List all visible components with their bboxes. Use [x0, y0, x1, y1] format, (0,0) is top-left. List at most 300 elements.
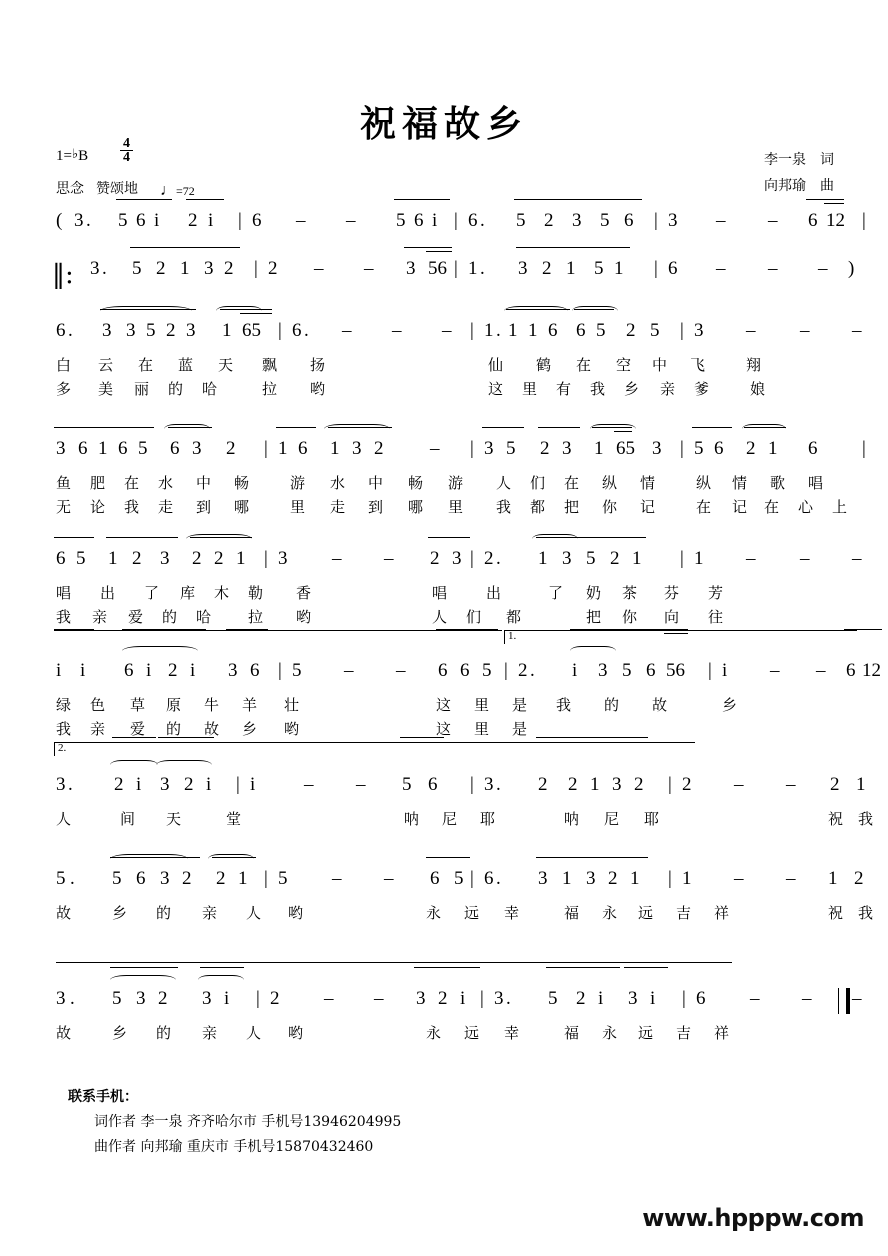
note: – [364, 258, 374, 279]
lyric-syllable: 我 [124, 498, 140, 516]
lyric-syllable: 壮 [284, 696, 300, 714]
note: 3 [160, 868, 170, 889]
lyric-syllable: 翔 [746, 356, 762, 374]
lyric-syllable: 故 [56, 1024, 72, 1042]
lyric-syllable: 哪 [234, 498, 250, 516]
lyric-syllable: 这 [488, 380, 504, 398]
note: | [264, 438, 268, 459]
note: | [278, 320, 282, 341]
note: | [480, 988, 484, 1009]
note: 2 [430, 548, 440, 569]
lyric-syllable: 我 [56, 608, 72, 626]
note: 5 [138, 438, 148, 459]
note: 3 [160, 774, 170, 795]
note: 5 [146, 320, 156, 341]
meter-bottom: 4 [123, 150, 130, 165]
lyric-syllable: 我 [858, 904, 874, 922]
lyric-syllable: 里 [474, 696, 490, 714]
note: 5 [112, 988, 122, 1009]
note: . [70, 988, 75, 1009]
note: i [572, 660, 578, 681]
lyric-syllable: 天 [166, 810, 182, 828]
note: | [668, 774, 672, 795]
note: | [264, 868, 268, 889]
lyric-syllable: 纵 [602, 474, 618, 492]
final-barline [838, 988, 850, 1014]
lyric-syllable: 呐 [564, 810, 580, 828]
note: 5 [516, 210, 526, 231]
lyric-syllable: 到 [196, 498, 212, 516]
note: . [496, 774, 501, 795]
lyric-syllable: 祝 [828, 810, 844, 828]
note: 1 [828, 868, 838, 889]
note: 3 [204, 258, 214, 279]
lyric-syllable: 人 [496, 474, 512, 492]
lyric-syllable: 我 [496, 498, 512, 516]
note: – [816, 660, 826, 681]
lyric-syllable: 是 [512, 696, 528, 714]
note: – [442, 320, 452, 341]
music-system-5 [56, 548, 862, 630]
note: – [342, 320, 352, 341]
lyric-syllable: 的 [166, 720, 182, 738]
note: 3 [126, 320, 136, 341]
note: 2 [538, 774, 548, 795]
lyric-syllable: 呐 [404, 810, 420, 828]
composer-role: 曲 [820, 179, 834, 194]
lyric-syllable: 是 [512, 720, 528, 738]
note: . [496, 868, 501, 889]
lyric-syllable: 乡 [722, 696, 738, 714]
lyric-row-2 [56, 606, 836, 630]
note: 5 [650, 320, 660, 341]
note: . [102, 258, 107, 279]
note: – [384, 548, 394, 569]
note: 5 [506, 438, 516, 459]
lyric-syllable: 香 [296, 584, 312, 602]
lyric-syllable: 亲 [660, 380, 676, 398]
lyric-syllable: 情 [732, 474, 748, 492]
note: . [480, 258, 485, 279]
lyric-syllable: 心 [798, 498, 814, 516]
lyric-row-1 [56, 1022, 836, 1046]
lyric-syllable: 扬 [310, 356, 326, 374]
note-row [56, 868, 864, 902]
tempo-marking: ♩=72 [160, 182, 195, 199]
meter-top: 4 [123, 136, 130, 151]
music-system-1 [56, 210, 866, 244]
mood-marking [56, 178, 138, 198]
note: 3 [278, 548, 288, 569]
tempo-value: =72 [176, 184, 195, 198]
note: 56 [428, 258, 447, 279]
key-signature [56, 146, 88, 165]
note: 3 [628, 988, 638, 1009]
lyric-syllable: 亲 [92, 608, 108, 626]
lyric-row-1 [56, 902, 874, 926]
note: | [680, 438, 684, 459]
note: 5 [600, 210, 610, 231]
note: – [802, 988, 812, 1009]
lyric-syllable: 尼 [604, 810, 620, 828]
note: . [86, 210, 91, 231]
note: 3 [572, 210, 582, 231]
note: | [470, 320, 474, 341]
note: 3 [56, 988, 66, 1009]
lyric-syllable: 肥 [90, 474, 106, 492]
lyric-syllable: 的 [156, 1024, 172, 1042]
lyric-syllable: 中 [196, 474, 212, 492]
lyric-syllable: 都 [530, 498, 546, 516]
note: i [598, 988, 604, 1009]
note: – [716, 210, 726, 231]
note: | [238, 210, 242, 231]
lyric-syllable: 们 [466, 608, 482, 626]
lyric-syllable: 都 [506, 608, 522, 626]
lyric-syllable: 记 [732, 498, 748, 516]
note: 3 [518, 258, 528, 279]
note: 5 [76, 548, 86, 569]
lyric-syllable: 远 [464, 1024, 480, 1042]
note: 3 [56, 774, 66, 795]
note: 3 [192, 438, 202, 459]
mood-2: 赞颂地 [96, 182, 138, 197]
note: i [206, 774, 212, 795]
note: 2 [374, 438, 384, 459]
note: 2 [608, 868, 618, 889]
note: | [264, 548, 268, 569]
note: 1 [238, 868, 248, 889]
lyric-syllable: 的 [604, 696, 620, 714]
note: 1 [538, 548, 548, 569]
lyric-syllable: 故 [652, 696, 668, 714]
note: 6 [430, 868, 440, 889]
lyric-syllable: 游 [290, 474, 306, 492]
lyric-syllable: 在 [138, 356, 154, 374]
lyric-syllable: 乡 [112, 904, 128, 922]
note: i [208, 210, 214, 231]
note: 2 [626, 320, 636, 341]
note: 3 [136, 988, 146, 1009]
note: 1 [768, 438, 778, 459]
lyricist-role: 词 [820, 153, 834, 168]
note: 5 [454, 868, 464, 889]
lyric-syllable: 远 [464, 904, 480, 922]
lyric-syllable: 鱼 [56, 474, 72, 492]
lyric-syllable: 飘 [262, 356, 278, 374]
lyric-syllable: 幸 [504, 904, 520, 922]
note: | [256, 988, 260, 1009]
lyric-syllable: 芳 [708, 584, 724, 602]
lyric-syllable: 勒 [248, 584, 264, 602]
lyric-syllable: 祝 [828, 904, 844, 922]
note: 1 [484, 320, 494, 341]
note: 1 [590, 774, 600, 795]
note: 2 [518, 660, 528, 681]
note: 6 [696, 988, 706, 1009]
note-row [56, 210, 866, 244]
note: – [374, 988, 384, 1009]
lyric-syllable: 祥 [714, 1024, 730, 1042]
music-system-7 [56, 742, 874, 832]
note: 3 [416, 988, 426, 1009]
lyric-syllable: 们 [530, 474, 546, 492]
note: 2 [184, 774, 194, 795]
music-system-3 [56, 320, 862, 402]
lyric-syllable: 水 [330, 474, 346, 492]
note: 5 [402, 774, 412, 795]
lyric-syllable: 亲 [202, 1024, 218, 1042]
note: 2 [268, 258, 278, 279]
first-ending-bracket [54, 630, 502, 644]
lyric-syllable: 哟 [296, 608, 312, 626]
note: – [392, 320, 402, 341]
note: 5 [118, 210, 128, 231]
note: 6 [298, 438, 308, 459]
note: 5 [594, 258, 604, 279]
lyric-syllable: 的 [156, 904, 172, 922]
note: – [324, 988, 334, 1009]
lyric-syllable: 娘 [750, 380, 766, 398]
watermark: www.hpppw.com [642, 1204, 864, 1232]
note: 2 [542, 258, 552, 279]
music-system-9 [56, 978, 862, 1046]
note: 3 [102, 320, 112, 341]
note: 12 [862, 660, 881, 681]
note: – [734, 868, 744, 889]
note: 3 [652, 438, 662, 459]
note: 3 [612, 774, 622, 795]
repeat-start-sign: ‖: [52, 260, 74, 290]
lyric-syllable: 人 [246, 1024, 262, 1042]
note: 3 [186, 320, 196, 341]
note: . [70, 868, 75, 889]
note: 2 [544, 210, 554, 231]
lyric-syllable: 的 [162, 608, 178, 626]
note: – [396, 660, 406, 681]
note: 1 [236, 548, 246, 569]
note: 5 [112, 868, 122, 889]
lyric-syllable: 这 [436, 720, 452, 738]
note: 6 [438, 660, 448, 681]
note: | [278, 660, 282, 681]
note: . [68, 320, 73, 341]
note: 2 [182, 868, 192, 889]
note: – [750, 988, 760, 1009]
note: . [496, 320, 501, 341]
footer-line-3: 曲作者 向邦瑜 重庆市 手机号15870432460 [94, 1139, 374, 1155]
note: 2 [854, 868, 864, 889]
lyric-syllable: 了 [548, 584, 564, 602]
lyric-syllable: 色 [90, 696, 106, 714]
note: | [862, 438, 866, 459]
note: 2 [166, 320, 176, 341]
note: 1 [682, 868, 692, 889]
note-row [56, 660, 881, 694]
note: – [746, 548, 756, 569]
note: 3 [160, 548, 170, 569]
lyric-syllable: 美 [98, 380, 114, 398]
note: 6 [292, 320, 302, 341]
music-system-6 [56, 630, 881, 742]
note: 2 [610, 548, 620, 569]
note: 1 [98, 438, 108, 459]
lyric-syllable: 乡 [624, 380, 640, 398]
note: 5 [694, 438, 704, 459]
lyric-syllable: 哪 [408, 498, 424, 516]
note: . [506, 988, 511, 1009]
note: 6 [124, 660, 134, 681]
note: 1 [508, 320, 518, 341]
note: – [356, 774, 366, 795]
note: 2 [188, 210, 198, 231]
note: 2 [168, 660, 178, 681]
note: 3 [56, 438, 66, 459]
lyric-row-1 [56, 694, 836, 718]
lyric-syllable: 人 [246, 904, 262, 922]
note: | [682, 988, 686, 1009]
lyric-syllable: 白 [56, 356, 72, 374]
note: i [56, 660, 62, 681]
note: 2 [156, 258, 166, 279]
lyric-syllable: 拉 [262, 380, 278, 398]
note: 6 [846, 660, 856, 681]
lyric-syllable: 里 [474, 720, 490, 738]
note: | [470, 548, 474, 569]
note-row [56, 774, 866, 808]
lyric-syllable: 你 [602, 498, 618, 516]
lyric-syllable: 无 [56, 498, 72, 516]
lyric-row-2 [56, 496, 848, 520]
note: 2 [114, 774, 124, 795]
lyric-syllable: 尼 [442, 810, 458, 828]
contact-footer [68, 1085, 401, 1160]
lyricist-name: 李一泉 [764, 153, 806, 168]
first-ending-label: 1. [508, 630, 517, 642]
lyric-syllable: 亲 [202, 904, 218, 922]
lyric-syllable: 乡 [112, 1024, 128, 1042]
note: | [454, 210, 458, 231]
lyric-syllable: 间 [120, 810, 136, 828]
note: 1 [278, 438, 288, 459]
lyric-syllable: 我 [556, 696, 572, 714]
lyricist-line [764, 148, 834, 174]
note: 1 [180, 258, 190, 279]
lyric-syllable: 唱 [432, 584, 448, 602]
note: 2 [568, 774, 578, 795]
lyric-syllable: 故 [204, 720, 220, 738]
lyric-syllable: 多 [56, 380, 72, 398]
note: 2 [216, 868, 226, 889]
note: – [852, 548, 862, 569]
lyric-syllable: 祥 [714, 904, 730, 922]
note-row [56, 320, 862, 354]
lyric-syllable: 亲 [90, 720, 106, 738]
key-signature-label: 1= [56, 148, 72, 164]
note: 6 [56, 320, 66, 341]
note: 2 [158, 988, 168, 1009]
note: – [768, 258, 778, 279]
note: 56 [666, 660, 685, 681]
note: . [68, 774, 73, 795]
lyric-syllable: 远 [638, 1024, 654, 1042]
note: 1 [222, 320, 232, 341]
note: 2 [830, 774, 840, 795]
lyric-syllable: 人 [432, 608, 448, 626]
lyric-syllable: 记 [640, 498, 656, 516]
note: 6 [808, 210, 818, 231]
note: 3 [598, 660, 608, 681]
lyric-syllable: 飞 [690, 356, 706, 374]
note: 5 [132, 258, 142, 279]
lyric-syllable: 奶 [586, 584, 602, 602]
lyric-syllable: 纵 [696, 474, 712, 492]
lyric-syllable: 故 [56, 904, 72, 922]
note: – [746, 320, 756, 341]
note: . [480, 210, 485, 231]
lyric-syllable: 唱 [808, 474, 824, 492]
credits [764, 148, 834, 200]
note: – [344, 660, 354, 681]
note: | [454, 258, 458, 279]
lyric-syllable: 畅 [408, 474, 424, 492]
footer-line-1: 联系手机： [68, 1089, 138, 1105]
note: | [654, 210, 658, 231]
lyric-syllable: 畅 [234, 474, 250, 492]
lyric-syllable: 远 [638, 904, 654, 922]
note: 6 [808, 438, 818, 459]
note-row [56, 988, 862, 1022]
note: 1 [566, 258, 576, 279]
note: – [800, 320, 810, 341]
lyric-syllable: 水 [158, 474, 174, 492]
lyric-syllable: 里 [448, 498, 464, 516]
note: 1 [562, 868, 572, 889]
note: 1 [630, 868, 640, 889]
note: 6 [428, 774, 438, 795]
lyric-syllable: 永 [602, 1024, 618, 1042]
note: 3 [228, 660, 238, 681]
note: – [800, 548, 810, 569]
note: – [852, 988, 862, 1009]
note: 2 [214, 548, 224, 569]
lyric-syllable: 草 [130, 696, 146, 714]
note: 5 [548, 988, 558, 1009]
lyric-syllable: 哟 [288, 1024, 304, 1042]
lyric-syllable: 幸 [504, 1024, 520, 1042]
note: – [852, 320, 862, 341]
lyric-syllable: 论 [90, 498, 106, 516]
footer-line-2: 词作者 李一泉 齐齐哈尔市 手机号13946204995 [94, 1114, 402, 1130]
lyric-syllable: 出 [100, 584, 116, 602]
note: | [862, 210, 866, 231]
note: – [716, 258, 726, 279]
note: 5 [396, 210, 406, 231]
note: 5 [622, 660, 632, 681]
note: – [346, 210, 356, 231]
lyric-syllable: 空 [616, 356, 632, 374]
note: 5 [482, 660, 492, 681]
key-note: B [78, 148, 89, 164]
lyric-row-1 [56, 354, 836, 378]
note: 5 [586, 548, 596, 569]
lyric-syllable: 了 [144, 584, 160, 602]
lyric-syllable: 哈 [202, 380, 218, 398]
flat-symbol: ♭ [71, 146, 79, 161]
note: | [654, 258, 658, 279]
note: 2 [484, 548, 494, 569]
note: 6 [170, 438, 180, 459]
